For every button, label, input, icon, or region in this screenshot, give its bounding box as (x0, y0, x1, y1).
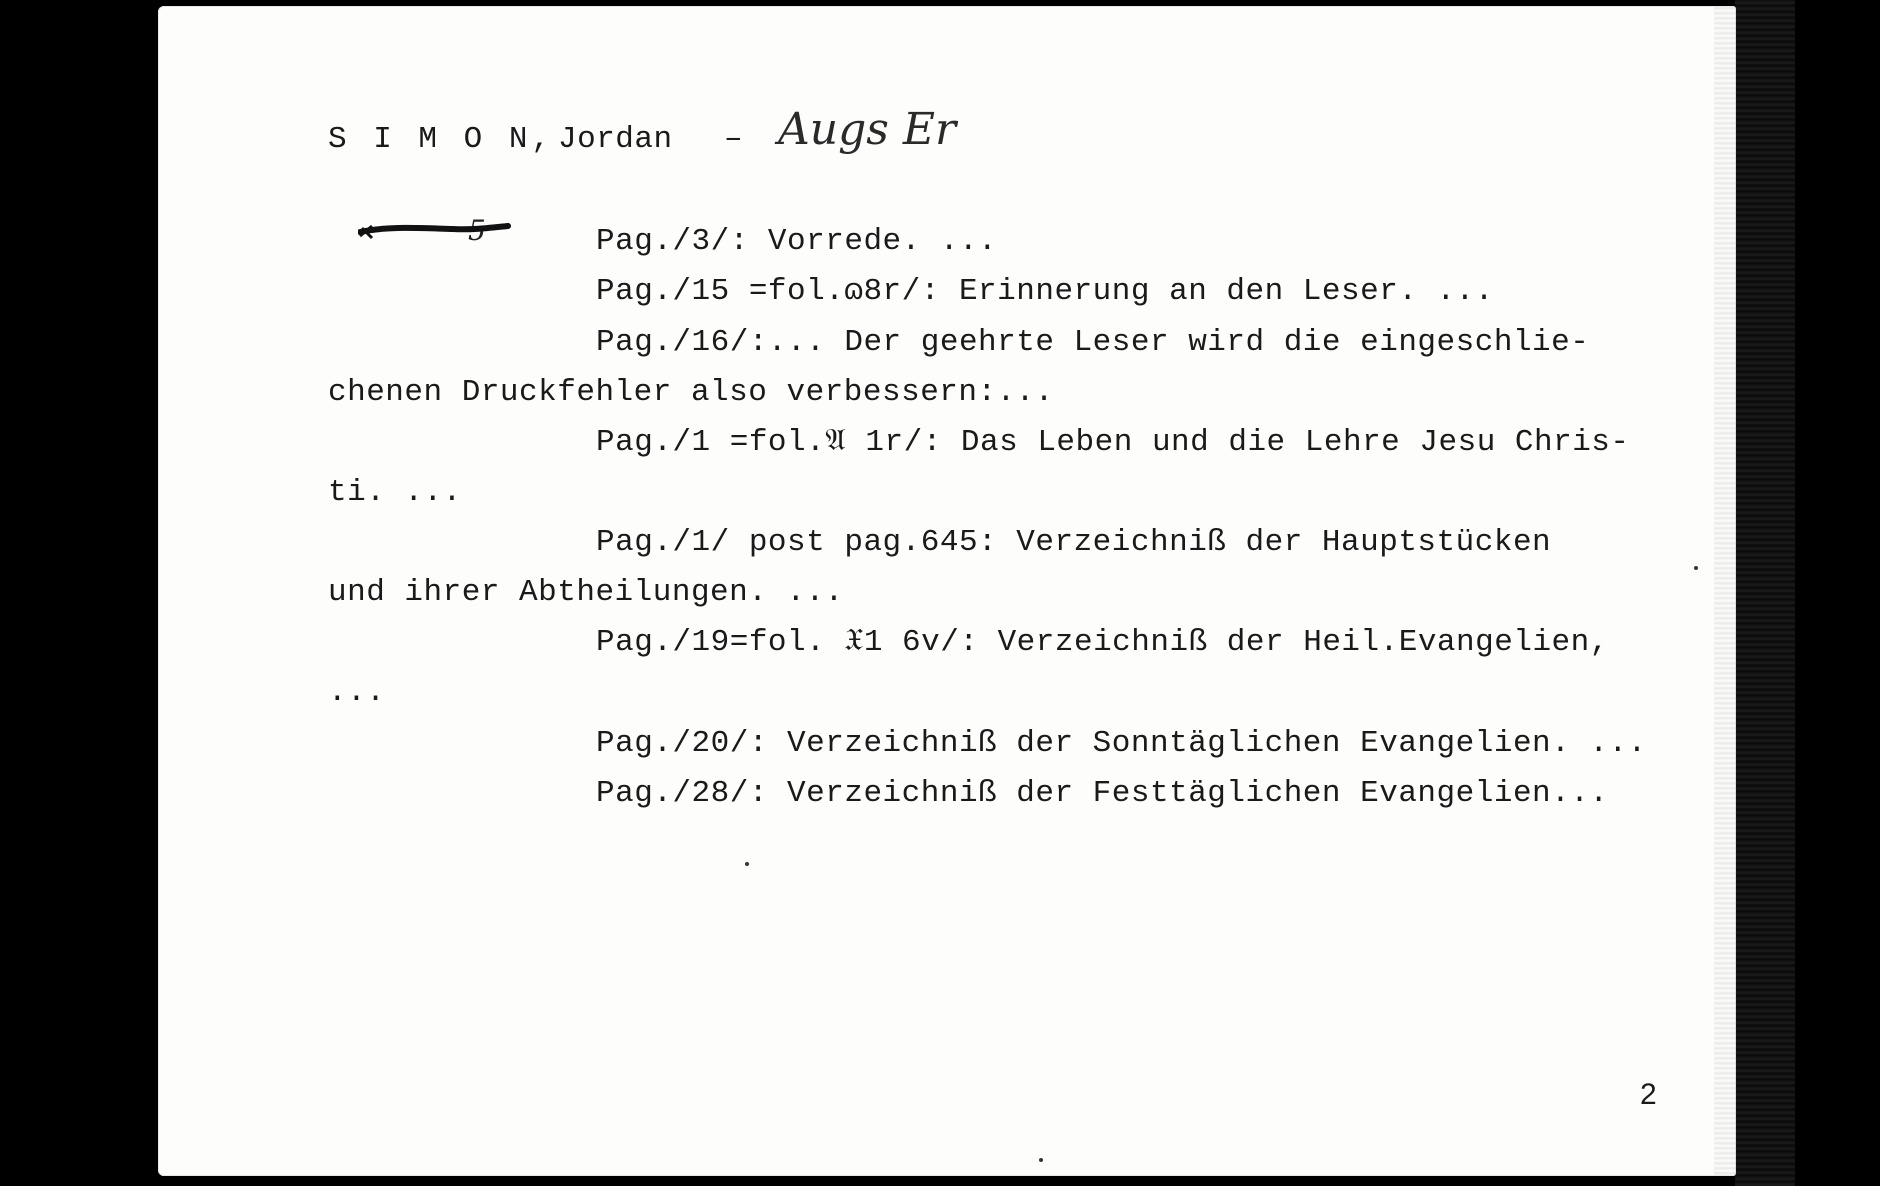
entry-line-1: Pag./3/: Vorrede. ... (596, 224, 998, 259)
crossed-out-mark (358, 216, 516, 244)
scan-speck (745, 862, 749, 866)
page-number: 2 (1640, 1078, 1657, 1111)
scan-speck (1694, 566, 1698, 570)
catalog-card (158, 6, 1736, 1176)
entry-line-9: Pag./19=fol. 𝔛1 6v/: Verzeichniß der Heil.Evangelien, (596, 625, 1609, 660)
scan-border-strip (1735, 0, 1795, 1186)
entry-line-10: ... (328, 675, 386, 710)
header-dash: – (724, 122, 744, 157)
entry-line-5: Pag./1 =fol.𝔄 1r/: Das Leben und die Lehre Jesu Chris- (596, 425, 1630, 460)
entry-line-6: ti. ... (328, 475, 462, 510)
crossed-out-text: 5 (468, 216, 486, 244)
entry-line-11: Pag./20/: Verzeichniß der Sonntäglichen Evangelien. ... (596, 726, 1647, 761)
author-given-name: Jordan (558, 122, 673, 157)
card-edge (1714, 6, 1736, 1176)
entry-line-7: Pag./1/ post pag.645: Verzeichniß der Hauptstücken (596, 525, 1552, 560)
entry-line-8: und ihrer Abtheilungen. ... (328, 575, 844, 610)
entry-line-3: Pag./16/:... Der geehrte Leser wird die eingeschlie- (596, 325, 1590, 360)
handwritten-annotation: Augs Er (778, 104, 956, 155)
author-surname: S I M O N, (328, 122, 555, 157)
entry-line-4: chenen Druckfehler also verbessern:... (328, 375, 1054, 410)
entry-line-12: Pag./28/: Verzeichniß der Festtäglichen Evangelien... (596, 776, 1609, 811)
entry-line-2: Pag./15 =fol.ɷ8r/: Erinnerung an den Leser. ... (596, 274, 1494, 309)
scan-speck (1039, 1158, 1043, 1162)
